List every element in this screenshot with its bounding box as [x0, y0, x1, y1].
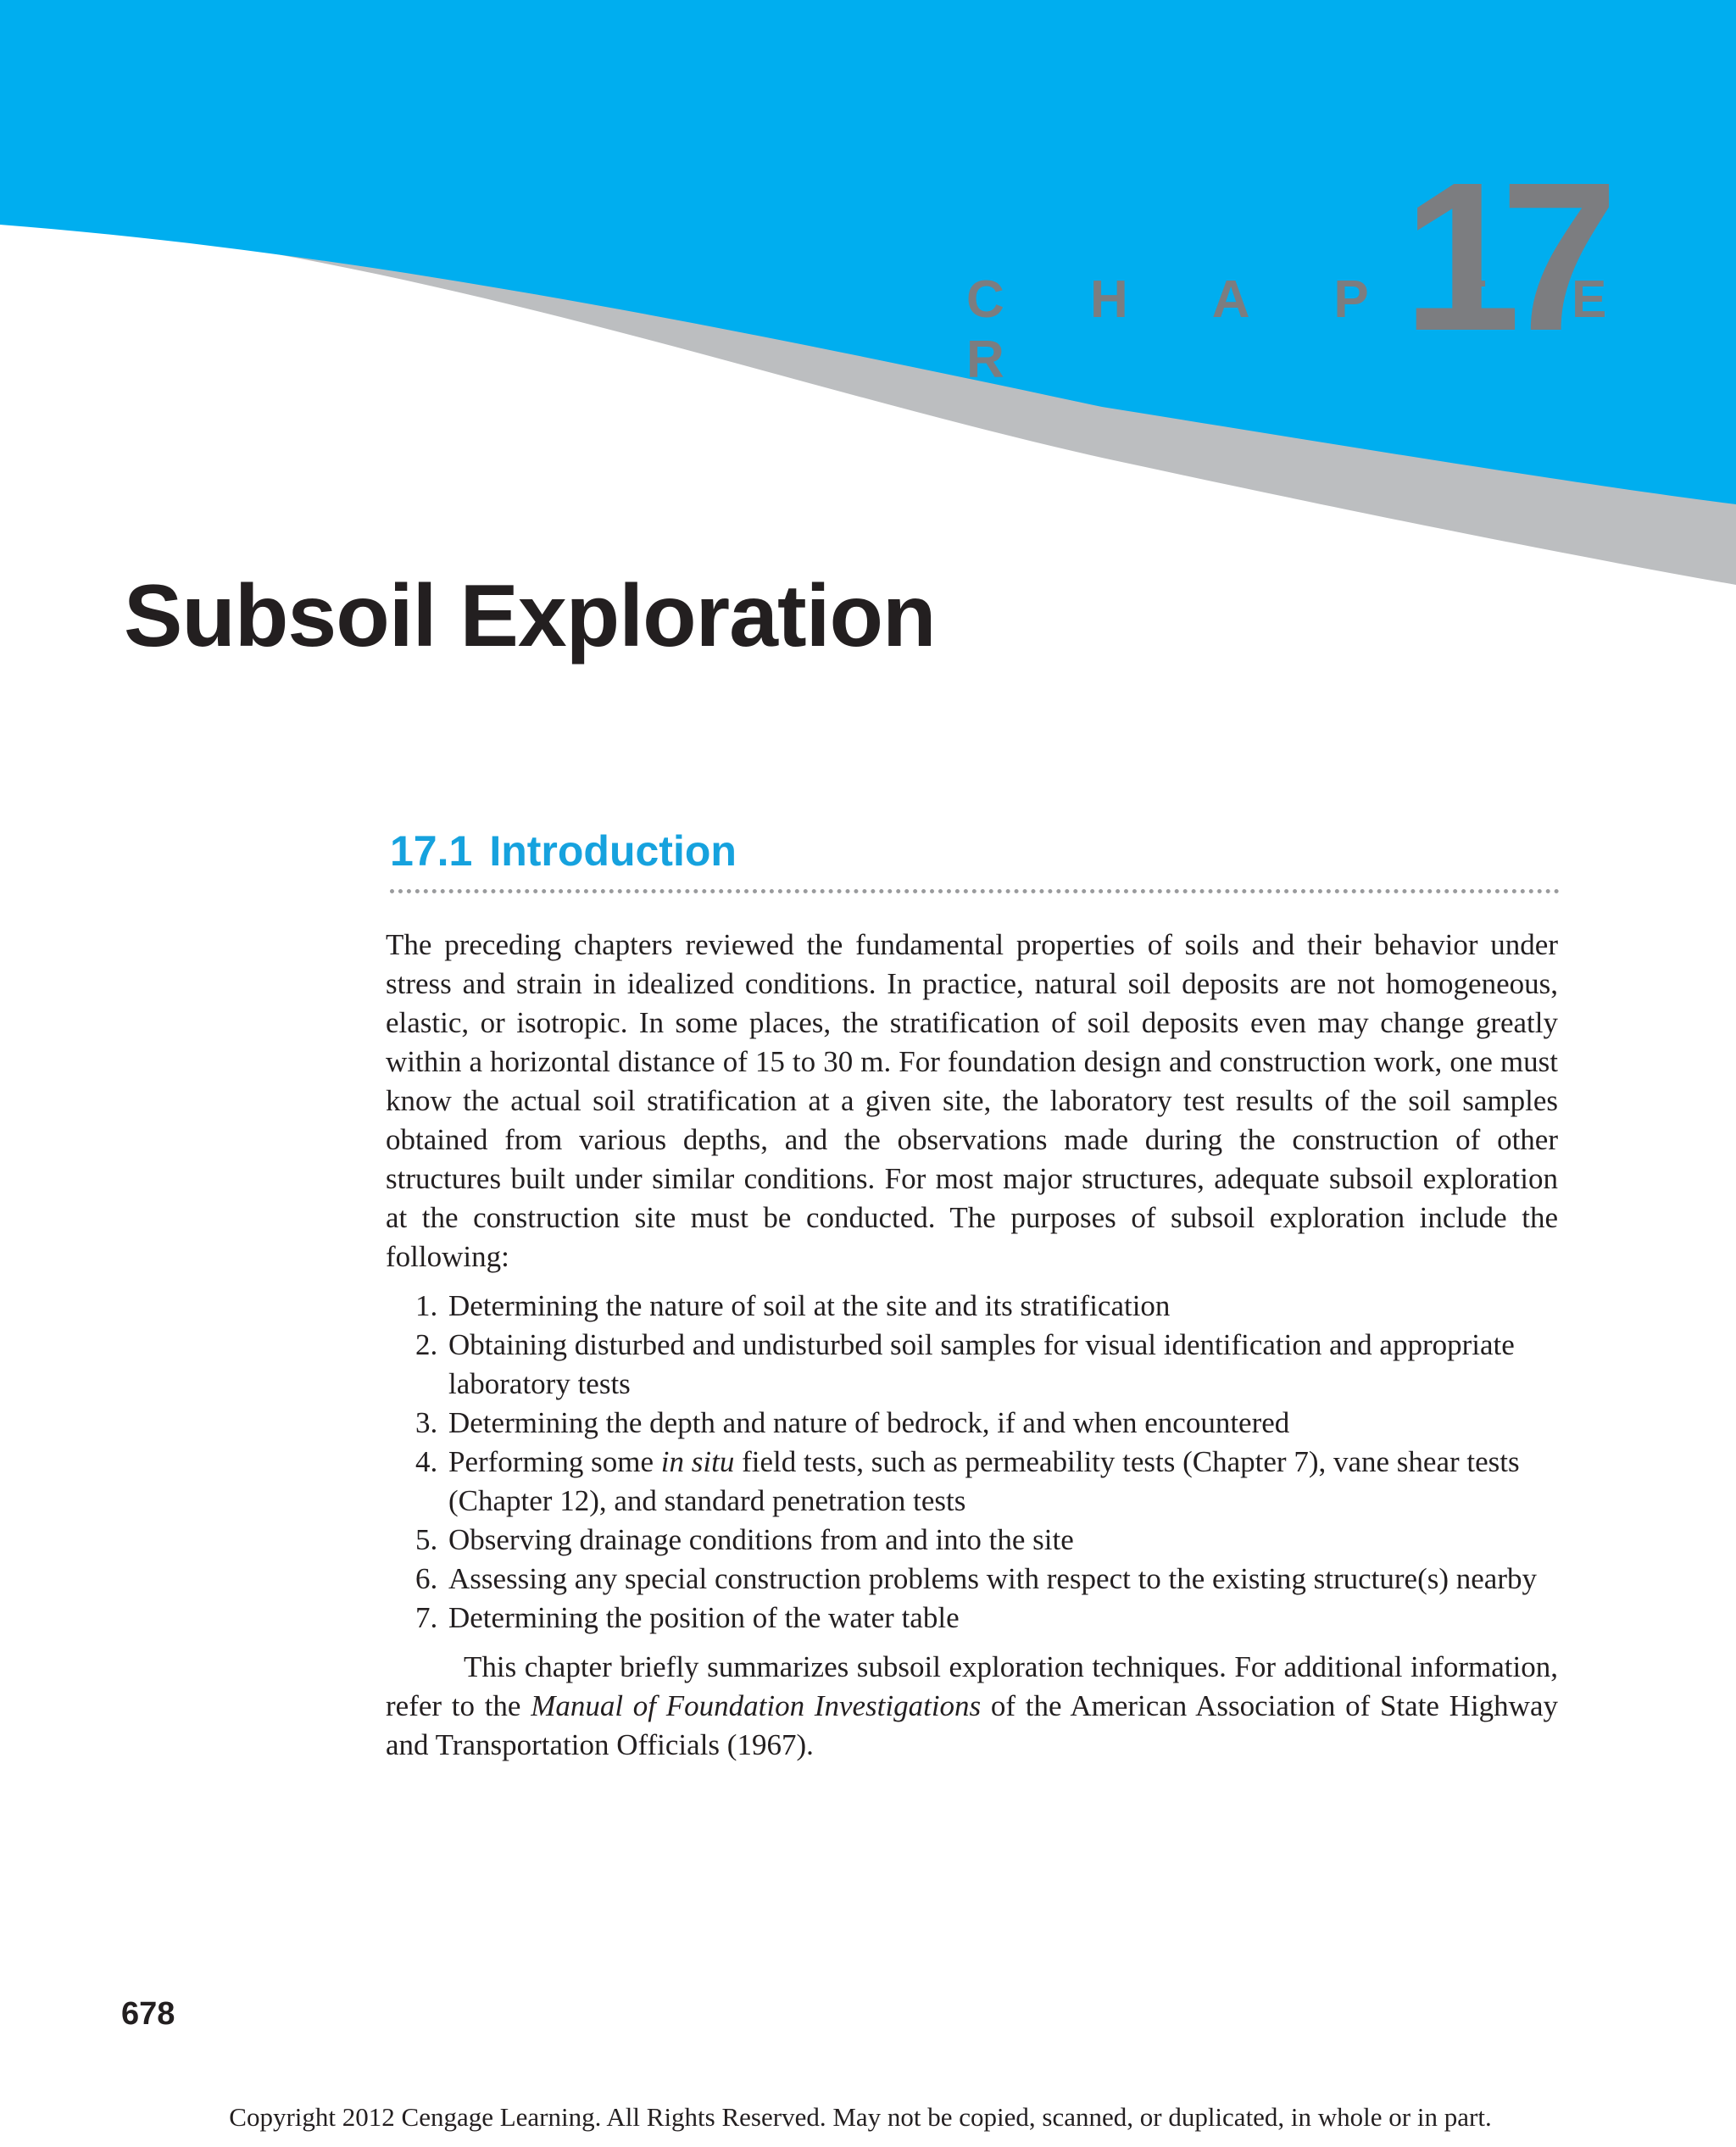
chapter-label: C H A P T E R	[966, 270, 1643, 389]
list-item: 2. Obtaining disturbed and undisturbed soil samples for visual identification and appropriate laboratory tests	[445, 1326, 1558, 1404]
list-item: 1. Determining the nature of soil at the site and its stratification	[445, 1287, 1558, 1326]
list-item: 5. Observing drainage conditions from and into the site	[445, 1521, 1558, 1560]
body-text	[386, 926, 1558, 1765]
purposes-list	[386, 1287, 1558, 1638]
chapter-title: Subsoil Exploration	[124, 567, 936, 665]
closing-paragraph	[386, 1648, 1558, 1765]
list-item-text: Performing some	[448, 1445, 661, 1478]
list-item: 6. Assessing any special construction problems with respect to the existing structure(s) nearby	[445, 1560, 1558, 1599]
closing-text: This chapter briefly summarizes subsoil exploration techniques. For additional information, refer to the	[386, 1650, 1558, 1722]
chapter-number: 17	[1403, 138, 1599, 375]
section-heading	[390, 826, 1560, 893]
section-title-text: Introduction	[489, 827, 737, 875]
section-title	[390, 826, 1560, 876]
copyright-notice: Copyright 2012 Cengage Learning. All Rights Reserved. May not be copied, scanned, or duplicated, in whole or in part.	[229, 2102, 1492, 2132]
list-item: 7. Determining the position of the water table	[445, 1599, 1558, 1638]
list-item	[445, 1443, 1558, 1521]
dotted-rule	[390, 889, 1560, 893]
list-item-text: field tests, such as permeability tests (Chapter 7), vane shear tests (Chapter 12), and standard penetration tests	[448, 1445, 1520, 1517]
intro-paragraph: The preceding chapters reviewed the fundamental properties of soils and their behavior under stress and strain in idealized conditions. In practice, natural soil deposits are not homogeneous, elastic, or isotropic. In some places, the stratification of soil deposits even may change greatly within a horizontal distance of 15 to 30 m. For foundation design and construction work, one must know the actual soil stratification at a given site, the laboratory test results of the soil samples obtained from various depths, and the observations made during the construction of other structures built under similar conditions. For most major structures, adequate subsoil exploration at the construction site must be conducted. The purposes of subsoil exploration include the following:	[386, 928, 1558, 1273]
closing-text: of the American Association of State Highway and Transportation Officials (1967).	[386, 1689, 1558, 1761]
page-number: 678	[121, 1996, 175, 2032]
list-item: 3. Determining the depth and nature of bedrock, if and when encountered	[445, 1404, 1558, 1443]
closing-emphasis: Manual of Foundation Investigations	[531, 1689, 982, 1722]
section-number: 17.1	[390, 827, 473, 875]
list-item-emphasis: in situ	[660, 1445, 735, 1478]
